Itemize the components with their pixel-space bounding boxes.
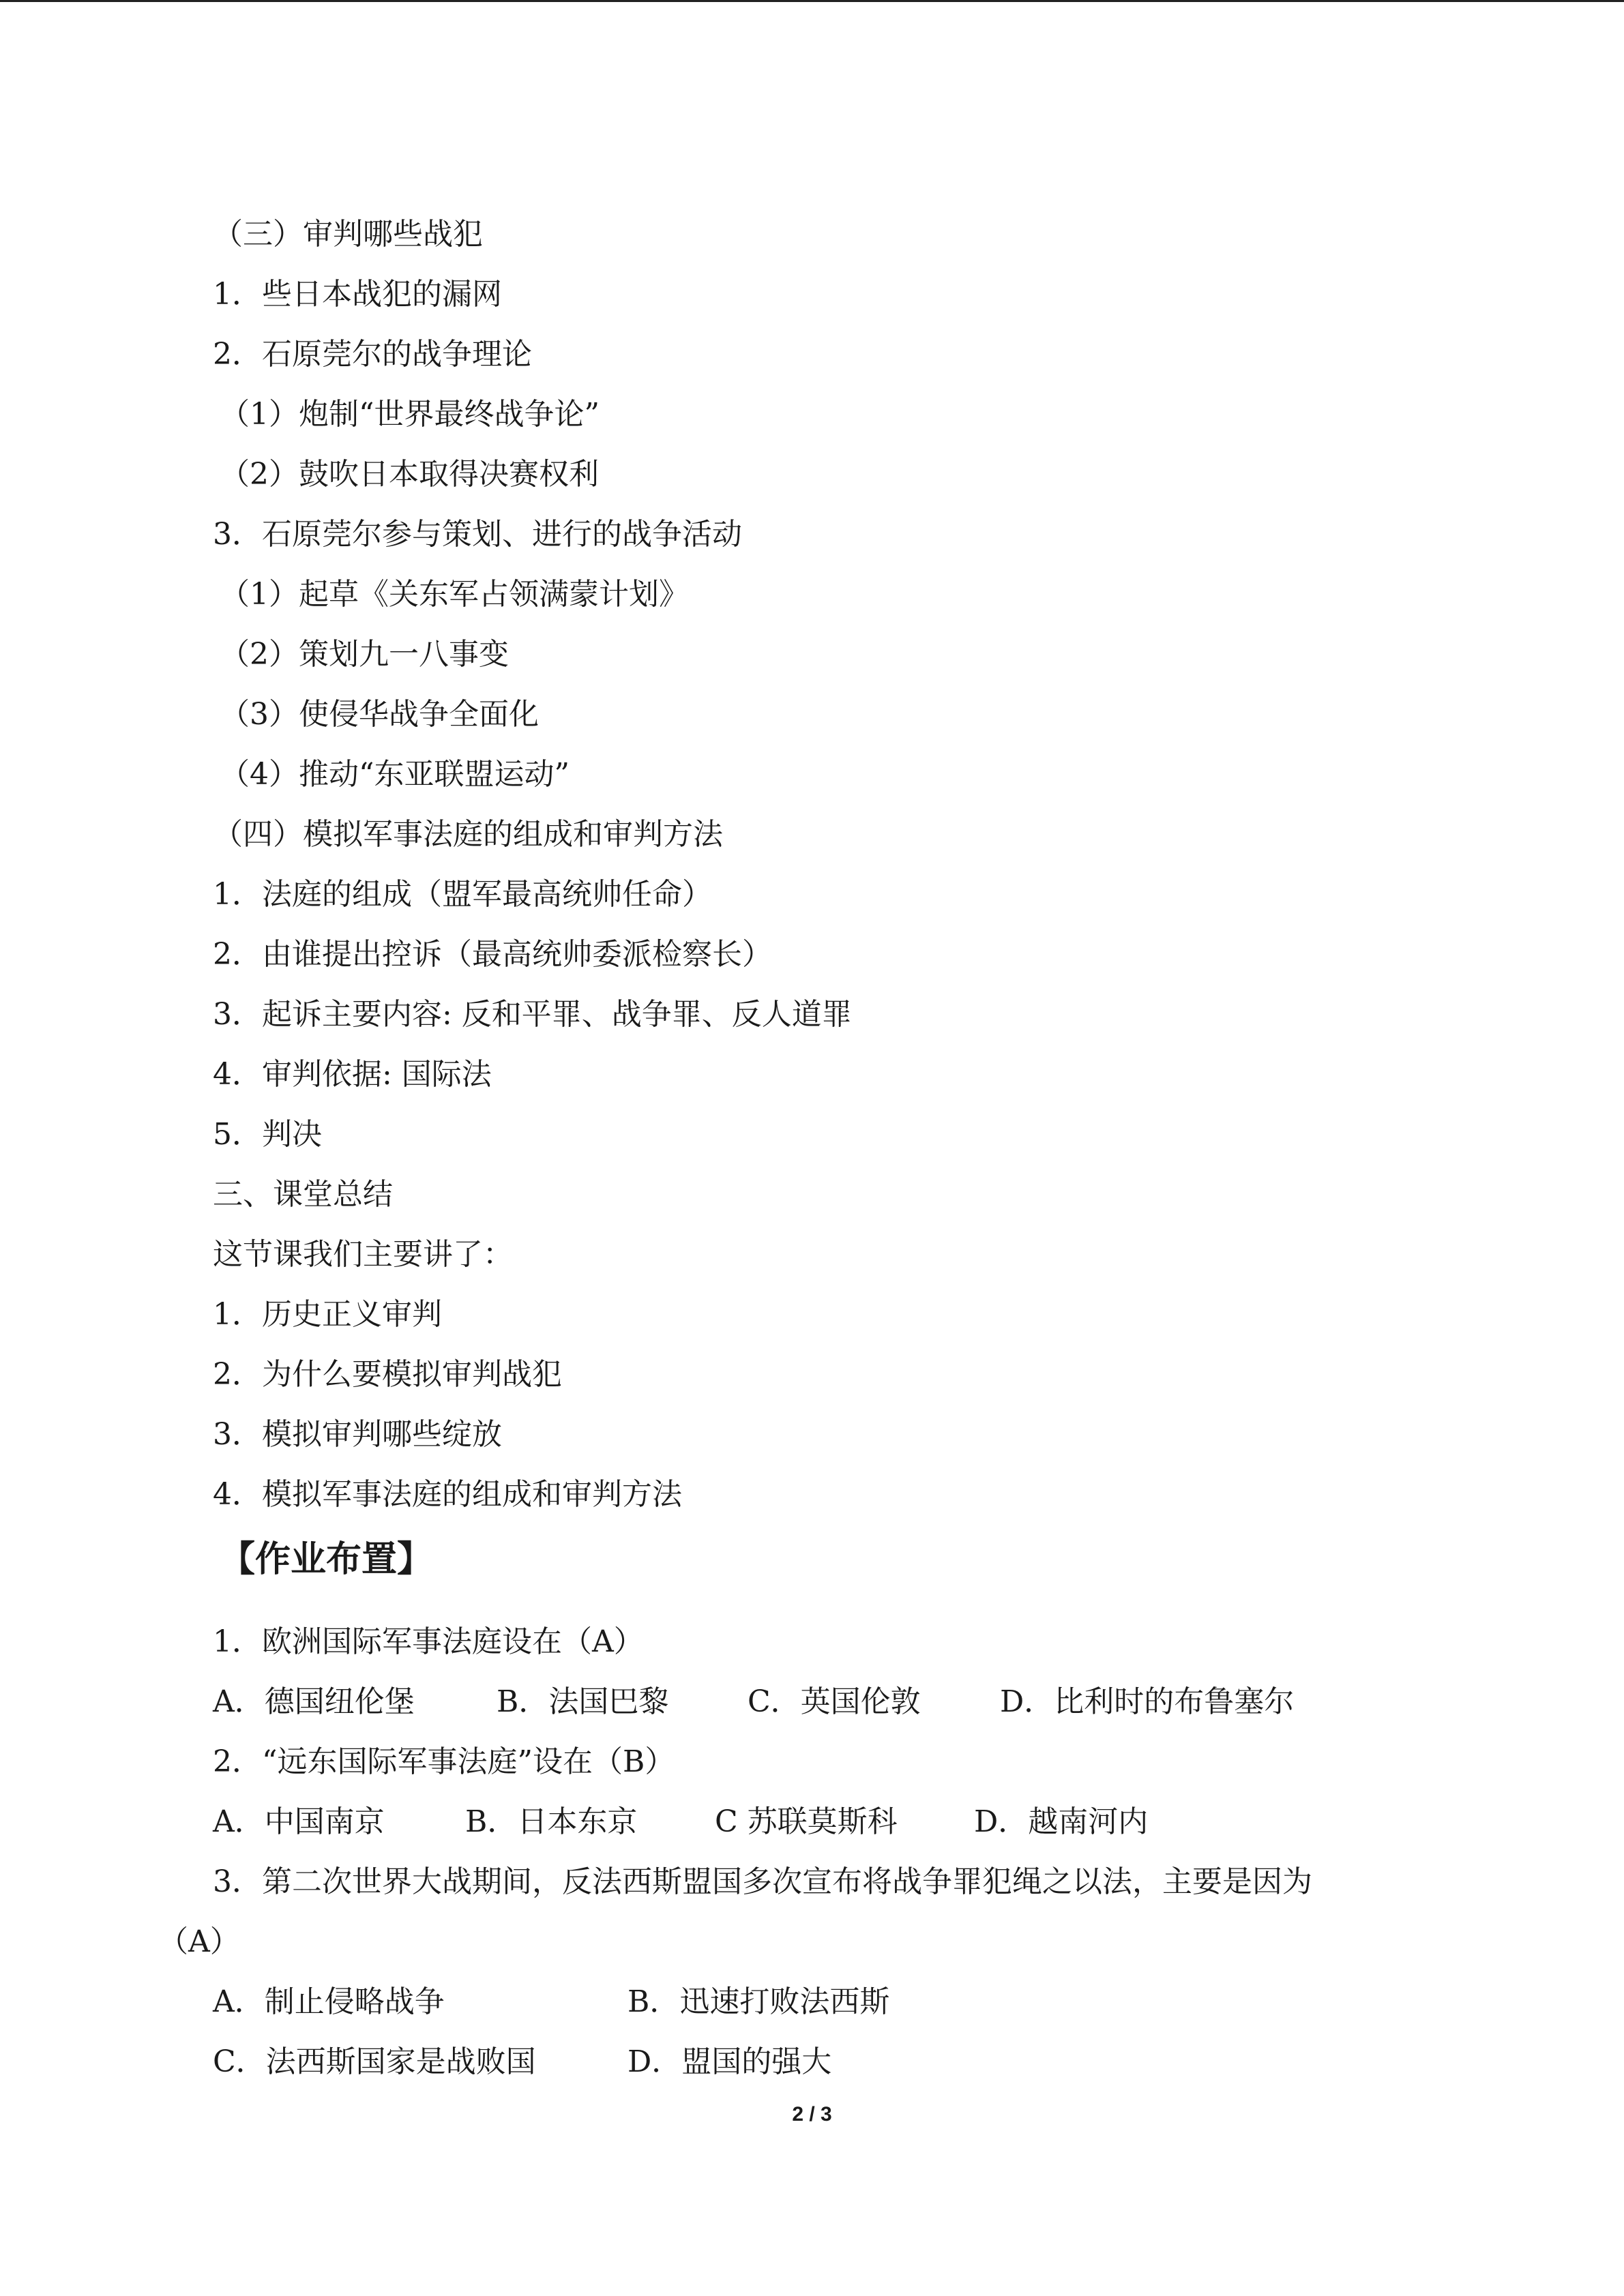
question-2-options (0, 1802, 1624, 1843)
list-item: 5．判决 (213, 1117, 322, 1152)
sub-list-item: （2）策划九一八事变 (220, 637, 509, 672)
sub-list-item: （1）起草《关东军占领满蒙计划》 (220, 577, 689, 612)
top-border-line (0, 0, 1624, 2)
option-c: C．英国伦敦 (748, 1684, 921, 1719)
list-item: 3．模拟审判哪些绽放 (213, 1417, 502, 1452)
question-1: 1．欧洲国际军事法庭设在（A） (213, 1624, 644, 1659)
option-d: D．盟国的强大 (628, 2044, 832, 2079)
list-item: 3．起诉主要内容: 反和平罪、战争罪、反人道罪 (213, 997, 852, 1032)
option-d: D．比利时的布鲁塞尔 (1000, 1684, 1295, 1719)
list-item: 2．石原莞尔的战争理论 (213, 337, 532, 372)
list-item: 2．为什么要模拟审判战犯 (213, 1357, 562, 1392)
option-b: B．日本东京 (465, 1804, 638, 1839)
section-heading-summary: 三、课堂总结 (213, 1177, 393, 1212)
list-item: 4．审判依据: 国际法 (213, 1057, 492, 1092)
option-a: A．德国纽伦堡 (213, 1684, 415, 1719)
question-3-answer: （A） (158, 1924, 240, 1959)
sub-list-item: （1）炮制“世界最终战争论” (220, 397, 600, 432)
homework-heading: 【作业布置】 (220, 1539, 433, 1580)
question-1-options (0, 1682, 1624, 1723)
list-item: 1．历史正义审判 (213, 1297, 442, 1332)
list-item: 3．石原莞尔参与策划、进行的战争活动 (213, 517, 742, 552)
question-3: 3．第二次世界大战期间，反法西斯盟国多次宣布将战争罪犯绳之以法，主要是因为 (213, 1864, 1312, 1899)
section-heading-trial-targets: （三）审判哪些战犯 (213, 217, 483, 252)
sub-list-item: （3）使侵华战争全面化 (220, 697, 539, 732)
question-2: 2．“远东国际军事法庭”设在（B） (213, 1744, 675, 1779)
list-item: 1．些日本战犯的漏网 (213, 277, 502, 312)
option-b: B．法国巴黎 (497, 1684, 669, 1719)
option-a: A．制止侵略战争 (213, 1984, 445, 2019)
section-heading-court-composition: （四）模拟军事法庭的组成和审判方法 (213, 817, 723, 852)
option-c: C 苏联莫斯科 (715, 1804, 898, 1839)
option-c: C．法西斯国家是战败国 (213, 2044, 536, 2079)
page-number: 2 / 3 (792, 2103, 832, 2126)
option-a: A．中国南京 (213, 1804, 385, 1839)
question-3-options-row-1 (0, 1982, 1624, 2023)
option-d: D．越南河内 (974, 1804, 1149, 1839)
list-item: 4．模拟军事法庭的组成和审判方法 (213, 1477, 682, 1512)
paragraph: 这节课我们主要讲了： (213, 1237, 513, 1272)
sub-list-item: （2）鼓吹日本取得决赛权利 (220, 457, 599, 492)
list-item: 2．由谁提出控诉（最高统帅委派检察长） (213, 937, 772, 972)
question-3-options-row-2 (0, 2042, 1624, 2083)
list-item: 1．法庭的组成（盟军最高统帅任命） (213, 877, 712, 912)
sub-list-item: （4）推动“东亚联盟运动” (220, 757, 570, 792)
option-b: B．迅速打败法西斯 (628, 1984, 890, 2019)
